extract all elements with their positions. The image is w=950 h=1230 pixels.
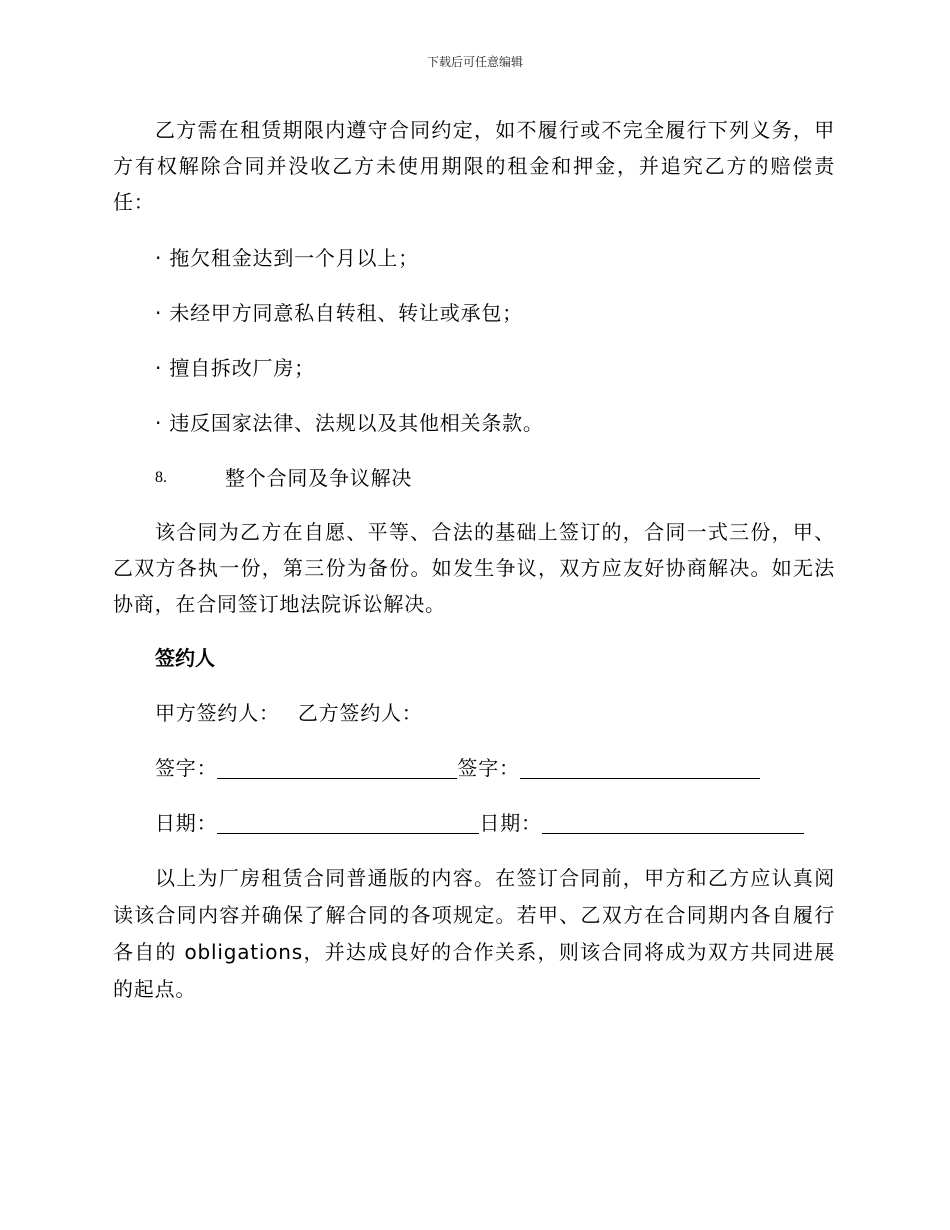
list-item: · 擅自拆改厂房； [155, 356, 315, 380]
list-item: · 未经甲方同意私自转租、转让或承包； [155, 301, 523, 325]
date-line-b [542, 807, 804, 834]
list-item: · 违反国家法律、法规以及其他相关条款。 [155, 411, 544, 435]
signature-line-b [520, 752, 760, 779]
party-a-label: 甲方签约人： [155, 701, 280, 725]
date-label-b: 日期： [479, 811, 542, 835]
signature-row [113, 750, 835, 786]
section-heading [113, 460, 835, 496]
section-title: 整个合同及争议解决 [225, 466, 413, 490]
date-label-a: 日期： [155, 811, 218, 835]
closing-paragraph: 以上为厂房租赁合同普通版的内容。在签订合同前，甲方和乙方应认真阅读该合同内容并确保了解合同的各项规定。若甲、乙双方在合同期内各自履行各自的 obligations，并达成良好的合作关系，则该合同将成为双方共同进展的起点。 [113, 866, 835, 1001]
dispute-paragraph: 该合同为乙方在自愿、平等、合法的基础上签订的，合同一式三份，甲、乙双方各执一份，第三份为备份。如发生争议，双方应友好协商解决。如无法协商，在合同签订地法院诉讼解决。 [113, 520, 835, 616]
party-b-label: 乙方签约人： [297, 701, 423, 725]
signature-label-b: 签字： [457, 756, 520, 780]
section-number: 8. [155, 469, 167, 486]
date-line-a [217, 807, 479, 834]
page-header: 下载后可任意编辑 [426, 55, 523, 69]
obligation-list [113, 240, 835, 460]
signatories-heading: 签约人 [155, 646, 215, 670]
signature-label-a: 签字： [155, 756, 218, 780]
date-row [113, 805, 835, 841]
intro-paragraph: 乙方需在租赁期限内遵守合同约定，如不履行或不完全履行下列义务，甲方有权解除合同并没收乙方未使用期限的租金和押金，并追究乙方的赔偿责任： [113, 118, 835, 214]
document-body [113, 112, 835, 1008]
list-item: · 拖欠租金达到一个月以上； [155, 246, 419, 270]
signature-line-a [217, 752, 457, 779]
signatory-names-row [113, 695, 835, 731]
